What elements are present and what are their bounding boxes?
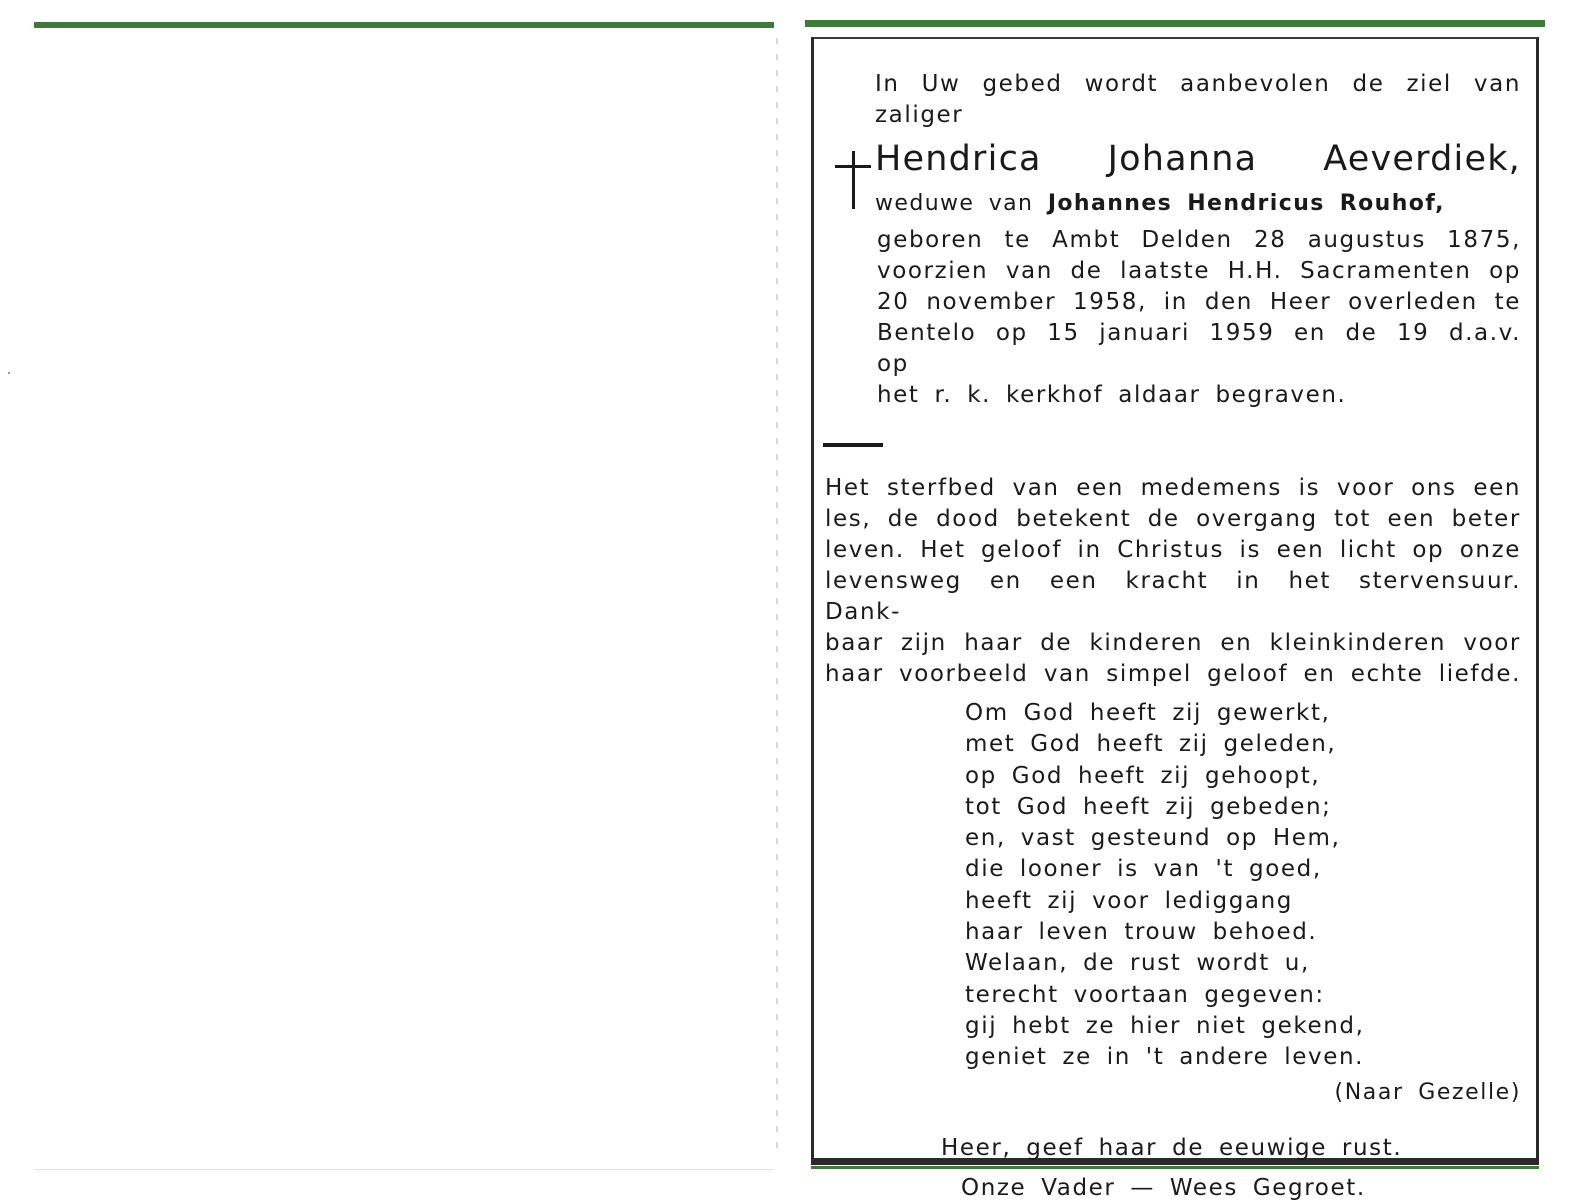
bio-line: Bentelo op 15 januari 1959 en de 19 d.a.v. op [877, 320, 1521, 377]
memorial-card-page [805, 20, 1545, 1200]
closing-prayers-named: Onze Vader — Wees Gegroet. [961, 1174, 1366, 1200]
fold-line [776, 38, 778, 1158]
poem-line: tot God heeft zij gebeden; [965, 793, 1332, 820]
poem-line: haar leven trouw behoed. [965, 919, 1318, 946]
name-row [821, 137, 1521, 183]
reflection-line: Het sterfbed van een medemens is voor ons een [825, 475, 1521, 501]
husband-name: Johannes Hendricus Rouhof, [1047, 191, 1445, 216]
poem-line: met God heeft zij geleden, [965, 731, 1337, 758]
closing-prayer: Heer, geef haar de eeuwige rust. [941, 1134, 1403, 1161]
reflection-line: leven. Het geloof in Christus is een licht op onze [825, 537, 1521, 563]
widow-prefix: weduwe van [875, 191, 1034, 216]
left-blank-page [34, 22, 774, 1170]
poem-line: gij hebt ze hier niet gekend, [965, 1012, 1365, 1039]
deceased-name: Hendrica Johanna Aeverdiek, [875, 139, 1521, 179]
biography [877, 225, 1521, 411]
cross-icon [835, 151, 871, 209]
poem-line: op God heeft zij gehoopt, [965, 762, 1321, 789]
card-content [821, 69, 1521, 1200]
bio-line: het r. k. kerkhof aldaar begraven. [877, 382, 1347, 408]
bio-line: 20 november 1958, in den Heer overleden te [877, 289, 1521, 315]
reflection-line: baar zijn haar de kinderen en kleinkinderen voor [825, 630, 1521, 656]
intro-text: In Uw gebed wordt aanbevolen de ziel van zaliger [875, 71, 1521, 128]
section-divider [823, 443, 883, 447]
poem-attribution: (Naar Gezelle) [1334, 1079, 1521, 1105]
closing-prayers [941, 1128, 1521, 1200]
poem-line: terecht voortaan gegeven: [965, 981, 1325, 1008]
poem-line: Om God heeft zij gewerkt, [965, 700, 1331, 726]
poem-line: die looner is van 't goed, [965, 856, 1322, 883]
poem-line: Welaan, de rust wordt u, [965, 950, 1310, 977]
reflection-line: les, de dood betekent de overgang tot een beter [825, 506, 1521, 532]
poem-line: en, vast gesteund op Hem, [965, 825, 1341, 852]
poem [965, 698, 1521, 1074]
page-bottom-edge [34, 1169, 774, 1170]
bio-line: geboren te Ambt Delden 28 augustus 1875, [877, 227, 1521, 253]
bio-line: voorzien van de laatste H.H. Sacramenten op [877, 258, 1521, 284]
reflection-line: levensweg en een kracht in het stervensuur. Dank- [825, 568, 1521, 625]
poem-line: geniet ze in 't andere leven. [965, 1044, 1365, 1071]
widow-line [875, 187, 1521, 221]
reflection-paragraph [825, 473, 1521, 690]
scan-speck [8, 372, 10, 374]
poem-line: heeft zij voor lediggang [965, 887, 1293, 914]
reflection-line: haar voorbeeld van simpel geloof en echte liefde. [825, 661, 1521, 687]
